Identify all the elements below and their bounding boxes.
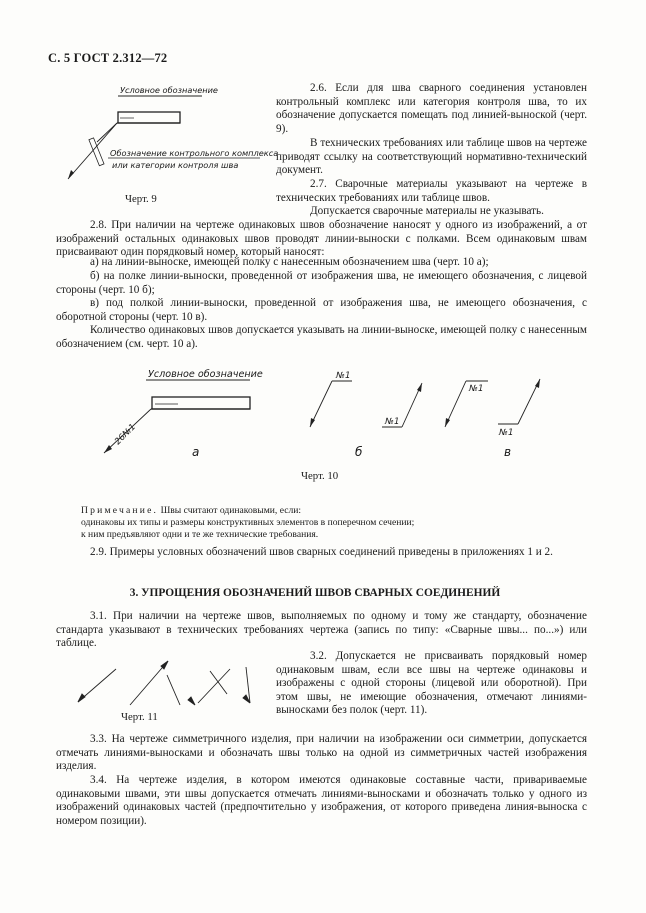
fig11-arrowhead-1 — [78, 694, 85, 702]
fig10a-count: 26№1 — [113, 422, 139, 448]
fig10b-arrowhead — [310, 418, 315, 427]
fig9-caption: Черт. 9 — [125, 193, 157, 205]
fig11-leader-5 — [198, 669, 230, 703]
note-title: Примечание. — [81, 505, 159, 516]
fig11-caption: Черт. 11 — [121, 711, 158, 723]
paragraph-3-2: 3.2. Допускается не присваивать порядковый номер одинаковым швам, если все швы на чертеже одинаковы и изображены с одной стороны (лицевой или оборотной). При этом швы, не имеющие обозначения, отмечают линиями-выносками без полок (черт. 11). — [276, 650, 587, 717]
fig9-symbol-box — [118, 112, 180, 123]
paragraph-2-6: 2.6. Если для шва сварного соединения установлен контрольный комплекс или категория контроля шва, то их обозначение допускается помещать под линией-выноской (черт. 9). — [276, 82, 587, 135]
paragraph-2-8-a: а) на линии-выноске, имеющей полку с нанесенным обозначением шва (черт. 10 а); — [90, 256, 489, 268]
paragraph-2-8-b: б) на полке линии-выноски, проведенной от изображения шва, не имеющего обозначения, с лицевой стороны (черт. 10 б); — [56, 270, 587, 296]
fig9-label-bottom-1: Обозначение контрольного комплекса — [110, 148, 279, 158]
paragraph-2-8: 2.8. При наличии на чертеже одинаковых швов обозначение наносят у одного из изображений, а от изображений остальных одинаковых швов проводят линии-выноски с полками. Всем одинаковым швам присваивают один порядковый номер, который наносят: — [56, 219, 587, 259]
note-block — [81, 505, 581, 517]
fig10b-num-2: №1 — [385, 417, 400, 427]
paragraph-2-7-cont: Допускается сварочные материалы не указывать. — [310, 205, 544, 217]
note-line-1: Швы считают одинаковыми, если: — [160, 505, 302, 516]
fig10a-symbol-box — [152, 397, 250, 409]
figure-11 — [70, 655, 270, 715]
note-line-3: к ним предъявляют одни и те же технические требования. — [81, 529, 319, 540]
paragraph-2-8-v: в) под полкой линии-выноски, проведенной от изображения шва, не имеющего обозначения, с оборотной стороны (черт. 10 в). — [56, 297, 587, 323]
fig10-variant-a — [104, 368, 263, 459]
fig10v-num-2: №1 — [499, 428, 514, 438]
page-header: С. 5 ГОСТ 2.312—72 — [48, 51, 168, 65]
note-line-2: одинаковы их типы и размеры конструктивных элементов в поперечном сечении; — [81, 517, 415, 528]
paragraph-3-4: 3.4. На чертеже изделия, в котором имеются одинаковые составные части, привариваемые одинаковыми швами, эти швы допускается отмечать линиями-выносками и обозначать только у одного из изображений одинаковых частей (предпочтительно у изображения, от которого приведена линия-выноска с номером позиции). — [56, 774, 587, 827]
fig10b-num: №1 — [336, 371, 351, 381]
figure-9 — [60, 80, 280, 190]
paragraph-2-8-count: Количество одинаковых швов допускается указывать на линии-выноске, имеющей полку с нанесенным обозначением (см. черт. 10 а). — [56, 324, 587, 350]
fig9-label-bottom-2: или категории контроля шва — [112, 160, 239, 170]
fig10-variant-b — [310, 371, 422, 459]
fig10v-arrowhead — [445, 418, 450, 427]
fig9-lower-box — [89, 138, 104, 166]
fig10v-arrowhead-2 — [535, 379, 540, 388]
paragraph-2-6-cont: В технических требованиях или таблице швов на чертеже приводят ссылку на соответствующий нормативно-технический документ. — [276, 137, 587, 177]
fig10a-label: Условное обозначение — [148, 369, 263, 380]
fig10b-sublabel: б — [355, 445, 363, 459]
figure-10 — [100, 365, 560, 465]
fig10-variant-v — [445, 379, 540, 459]
fig10v-num: №1 — [469, 384, 484, 394]
paragraph-2-9: 2.9. Примеры условных обозначений швов сварных соединений приведены в приложениях 1 и 2. — [90, 546, 553, 558]
fig10a-sublabel: а — [192, 445, 200, 459]
paragraph-3-1: 3.1. При наличии на чертеже швов, выполняемых по одному и тому же стандарту, обозначение стандарта указывают в технических требованиях чертежа (запись по типу: «Сварные швы... по...») или таблице. — [56, 610, 587, 650]
section-3-title: 3. УПРОЩЕНИЯ ОБОЗНАЧЕНИЙ ШВОВ СВАРНЫХ СОЕДИНЕНИЙ — [129, 587, 501, 599]
fig11-arrowhead-4 — [188, 697, 195, 705]
fig9-arrowhead — [68, 170, 74, 179]
paragraph-3-3: 3.3. На чертеже симметричного изделия, при наличии на изображении оси симметрии, допускается отмечать линиями-выносками и обозначать швы только на одной из симметричных частей изображения изделия. — [56, 733, 587, 773]
fig10-caption: Черт. 10 — [301, 470, 339, 482]
fig10v-sublabel: в — [504, 445, 512, 459]
fig10b-arrowhead-2 — [417, 383, 422, 392]
fig11-leader-4 — [167, 675, 180, 705]
paragraph-2-7: 2.7. Сварочные материалы указывают на чертеже в технических требованиях или таблице швов. — [276, 178, 587, 204]
fig9-label-top: Условное обозначение — [120, 85, 218, 95]
